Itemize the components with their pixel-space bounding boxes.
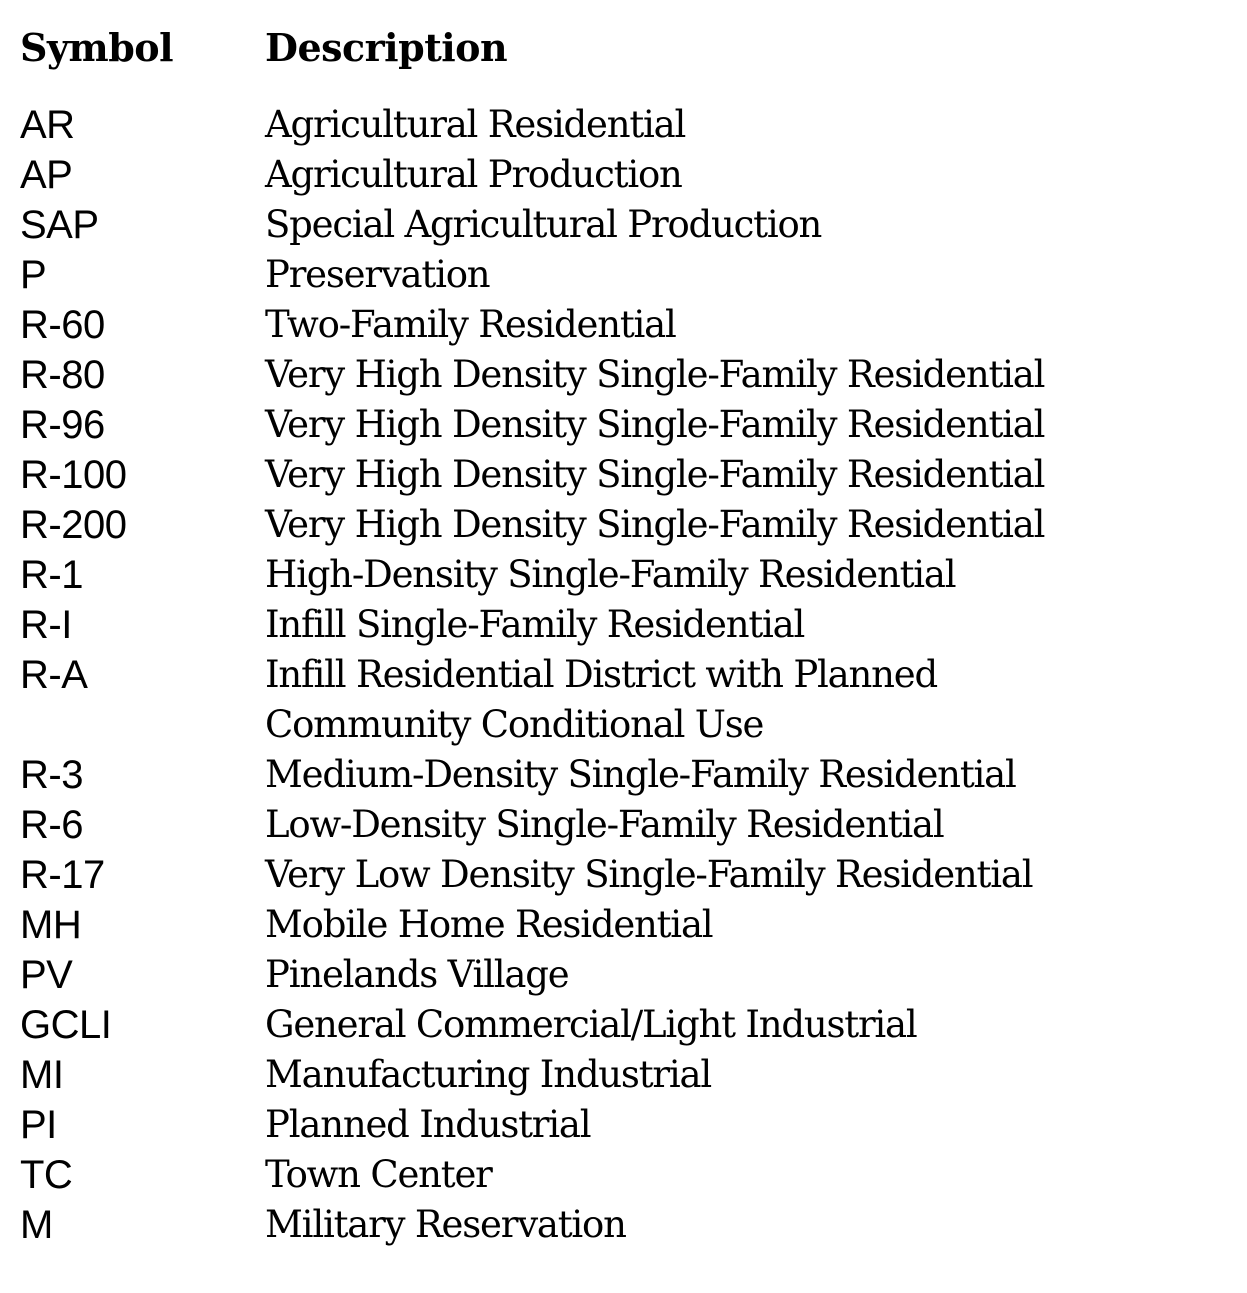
zone-symbol: AR	[20, 103, 75, 147]
table-row	[20, 350, 1230, 400]
table-row	[20, 300, 1230, 350]
zone-symbol: R-17	[20, 853, 105, 897]
table-row	[20, 900, 1230, 950]
zone-description: Very High Density Single-Family Residential	[265, 403, 1045, 446]
zone-description: General Commercial/Light Industrial	[265, 1003, 917, 1046]
table-row	[20, 1200, 1230, 1250]
zone-description: Very High Density Single-Family Residential	[265, 353, 1045, 396]
zoning-symbol-table	[20, 22, 1230, 1250]
zone-description: Agricultural Production	[265, 153, 682, 196]
zone-description: Two-Family Residential	[265, 303, 676, 346]
symbol-column-header: Symbol	[20, 25, 174, 70]
zone-description: Very High Density Single-Family Residential	[265, 503, 1045, 546]
table-row	[20, 550, 1230, 600]
table-row	[20, 1150, 1230, 1200]
zone-description: Pinelands Village	[265, 953, 569, 996]
zone-symbol: P	[20, 253, 47, 297]
zone-symbol: GCLI	[20, 1003, 112, 1047]
zone-description: Planned Industrial	[265, 1103, 591, 1146]
table-row	[20, 1000, 1230, 1050]
description-column-header: Description	[265, 25, 508, 70]
table-row	[20, 500, 1230, 550]
zone-symbol: TC	[20, 1153, 73, 1197]
zone-description: Low-Density Single-Family Residential	[265, 803, 944, 846]
table-row	[20, 100, 1230, 150]
table-row	[20, 400, 1230, 450]
zone-description: Preservation	[265, 253, 490, 296]
zone-symbol: R-100	[20, 453, 127, 497]
zone-description: Special Agricultural Production	[265, 203, 822, 246]
table-header	[20, 22, 1230, 74]
zone-description: Mobile Home Residential	[265, 903, 713, 946]
table-row	[20, 750, 1230, 800]
table-row	[20, 650, 1230, 750]
zone-description: Infill Residential District with Planned Community Conditional Use	[265, 653, 937, 746]
table-row	[20, 950, 1230, 1000]
zone-description: Very Low Density Single-Family Residential	[265, 853, 1033, 896]
table-row	[20, 1050, 1230, 1100]
table-row	[20, 200, 1230, 250]
zone-symbol: MH	[20, 903, 82, 947]
zone-description: Infill Single-Family Residential	[265, 603, 805, 646]
zone-description: Medium-Density Single-Family Residential	[265, 753, 1016, 796]
zone-symbol: R-200	[20, 503, 127, 547]
zone-symbol: R-I	[20, 603, 72, 647]
table-row	[20, 250, 1230, 300]
zone-symbol: R-80	[20, 353, 105, 397]
zone-symbol: AP	[20, 153, 73, 197]
zone-symbol: R-1	[20, 553, 83, 597]
zone-description: High-Density Single-Family Residential	[265, 553, 956, 596]
table-row	[20, 800, 1230, 850]
zone-description: Town Center	[265, 1153, 492, 1196]
zone-symbol: R-3	[20, 753, 83, 797]
zone-description: Manufacturing Industrial	[265, 1053, 712, 1096]
table-row	[20, 450, 1230, 500]
zone-description: Military Reservation	[265, 1203, 626, 1246]
zone-symbol: SAP	[20, 203, 99, 247]
zone-description: Agricultural Residential	[265, 103, 686, 146]
table-row	[20, 850, 1230, 900]
zone-symbol: PI	[20, 1103, 57, 1147]
zone-symbol: R-60	[20, 303, 105, 347]
zone-symbol: R-6	[20, 803, 83, 847]
table-row	[20, 600, 1230, 650]
zone-symbol: R-96	[20, 403, 105, 447]
zone-symbol: R-A	[20, 653, 88, 697]
zone-symbol: M	[20, 1203, 53, 1247]
zone-symbol: MI	[20, 1053, 64, 1097]
table-row	[20, 150, 1230, 200]
table-row	[20, 1100, 1230, 1150]
zone-description: Very High Density Single-Family Residential	[265, 453, 1045, 496]
zone-symbol: PV	[20, 953, 73, 997]
table-body	[20, 100, 1230, 1250]
